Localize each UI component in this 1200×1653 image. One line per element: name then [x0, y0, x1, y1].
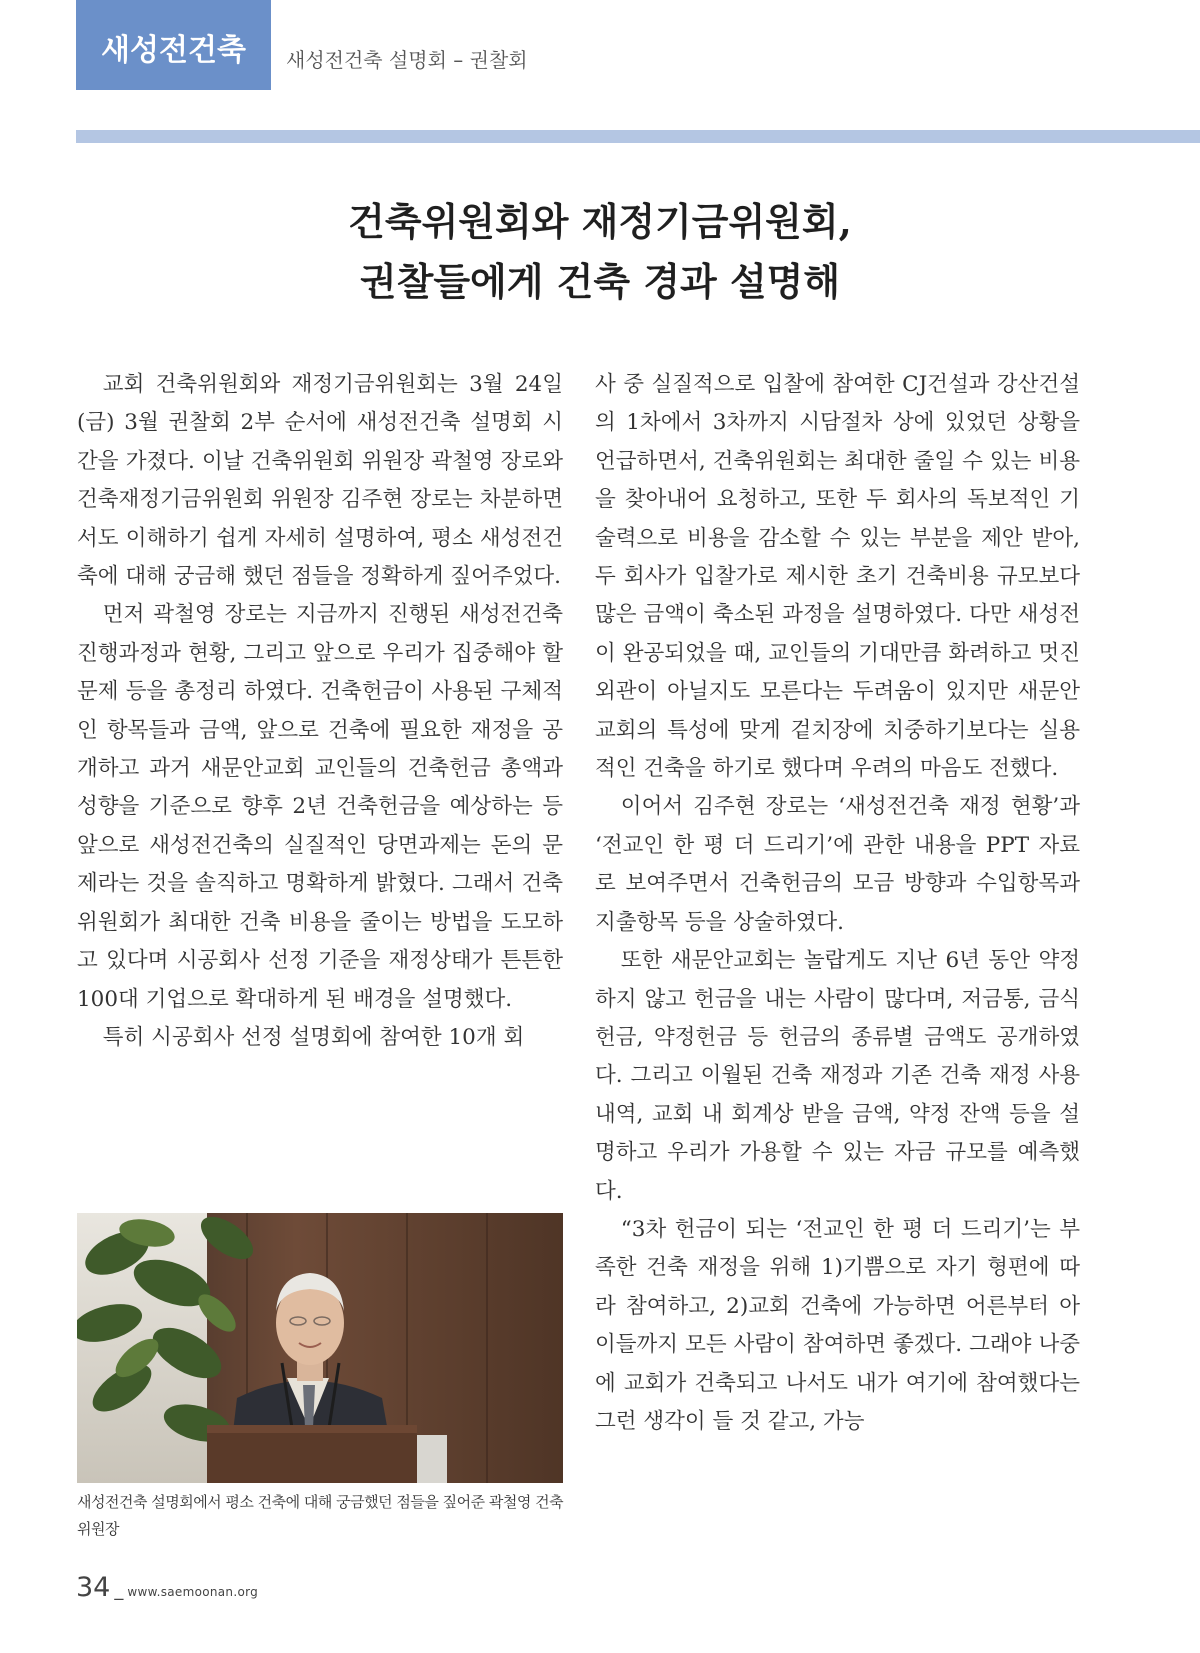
photo-caption: 새성전건축 설명회에서 평소 건축에 대해 궁금했던 점들을 짚어준 곽철영 건축위원장 — [77, 1493, 564, 1538]
paragraph: 교회 건축위원회와 재정기금위원회는 3월 24일(금) 3월 권찰회 2부 순서에 새성전건축 설명회 시간을 가졌다. 이날 건축위원회 위원장 곽철영 장로와 건축재정기금위원회 위원장 김주현 장로는 차분하면서도 이해하기 쉽게 자세히 설명하여, 평소 새성전건축에 대해 궁금해 했던 점들을 정확하게 짚어주었다. — [77, 372, 563, 590]
paragraph: 이어서 김주현 장로는 ‘새성전건축 재정 현황’과 ‘전교인 한 평 더 드리기’에 관한 내용을 PPT 자료로 보여주면서 건축헌금의 모금 방향과 수입항목과 지출항목 등을 상술하였다. — [595, 794, 1080, 935]
page-footer — [76, 1572, 258, 1603]
article-column-left — [77, 366, 563, 1057]
paragraph-continued: 사 중 실질적으로 입찰에 참여한 CJ건설과 강산건설의 1차에서 3차까지 시담절차 상에 있었던 상황을 언급하면서, 건축위원회는 최대한 줄일 수 있는 비용을 찾아내어 요청하고, 또한 두 회사의 독보적인 기술력으로 비용을 감소할 수 있는 부분을 제안 받아, 두 회사가 입찰가로 제시한 초기 건축비용 규모보다 많은 금액이 축소된 과정을 설명하였다. 다만 새성전이 완공되었을 때, 교인들의 기대만큼 화려하고 멋진 외관이 아닐지도 모른다는 두려움이 있지만 새문안교회의 특성에 맞게 겉치장에 치중하기보다는 실용적인 건축을 하기로 했다며 우려의 마음도 전했다. — [595, 372, 1080, 782]
header-rule — [76, 130, 1200, 143]
page-number: 34 — [76, 1572, 111, 1603]
article-headline — [76, 192, 1124, 312]
website-link[interactable]: www.saemoonan.org — [127, 1585, 259, 1599]
footer-separator: _ — [114, 1580, 124, 1601]
section-tab — [76, 0, 271, 90]
paragraph: 또한 새문안교회는 놀랍게도 지난 6년 동안 약정하지 않고 헌금을 내는 사람이 많다며, 저금통, 금식헌금, 약정헌금 등 헌금의 종류별 금액도 공개하였다. 그리고 이월된 건축 재정과 기존 건축 재정 사용 내역, 교회 내 회계상 받을 금액, 약정 잔액 등을 설명하고 우리가 가용할 수 있는 자금 규모를 예측했다. — [595, 948, 1080, 1204]
paragraph: “3차 헌금이 되는 ‘전교인 한 평 더 드리기’는 부족한 건축 재정을 위해 1)기쁨으로 자기 형편에 따라 참여하고, 2)교회 건축에 가능하면 어른부터 아이들까지 모든 사람이 참여하면 좋겠다. 그래야 나중에 교회가 건축되고 나서도 내가 여기에 참여했다는 그런 생각이 들 것 같고, 가능 — [595, 1216, 1080, 1434]
article-column-right — [595, 366, 1080, 1441]
section-title: 새성전건축 — [101, 33, 246, 68]
headline-line-1: 건축위원회와 재정기금위원회, — [348, 199, 852, 244]
headline-line-2: 권찰들에게 건축 경과 설명해 — [359, 259, 841, 304]
article-photo — [77, 1213, 563, 1483]
paragraph: 특히 시공회사 선정 설명회에 참여한 10개 회 — [102, 1024, 525, 1050]
section-subtitle: 새성전건축 설명회 – 권찰회 — [286, 48, 528, 72]
paragraph: 먼저 곽철영 장로는 지금까지 진행된 새성전건축 진행과정과 현황, 그리고 앞으로 우리가 집중해야 할 문제 등을 총정리 하였다. 건축헌금이 사용된 구체적인 항목들과 금액, 앞으로 건축에 필요한 재정을 공개하고 과거 새문안교회 교인들의 건축헌금 총액과 성향을 기준으로 향후 2년 건축헌금을 예상하는 등 앞으로 새성전건축의 실질적인 당면과제는 돈의 문제라는 것을 솔직하고 명확하게 밝혔다. 그래서 건축위원회가 최대한 건축 비용을 줄이는 방법을 도모하고 있다며 시공회사 선정 기준을 재정상태가 튼튼한 100대 기업으로 확대하게 된 배경을 설명했다. — [77, 602, 563, 1012]
speaker-photo-illustration — [77, 1213, 563, 1483]
